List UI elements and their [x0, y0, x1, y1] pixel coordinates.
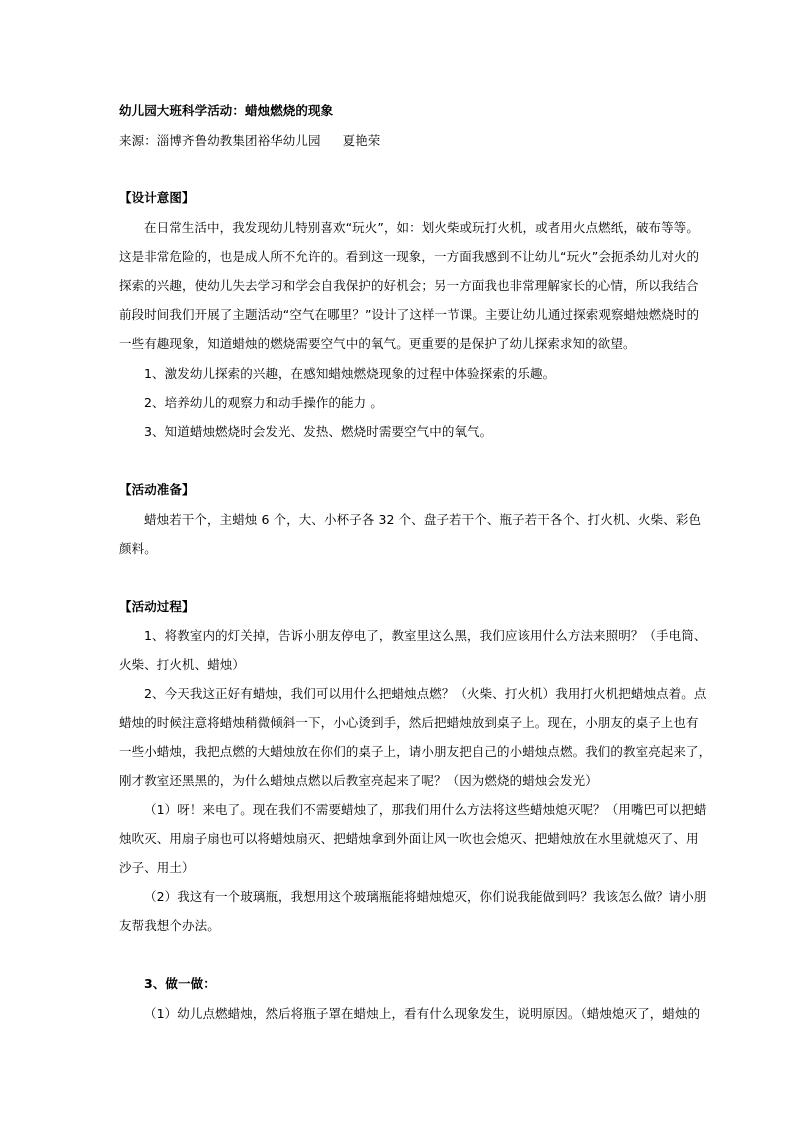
paragraph-line: （1）呀！来电了。现在我们不需要蜡烛了，那我们用什么方法将这些蜡烛熄灭呢？（用嘴巴可以把蜡: [144, 802, 707, 817]
preparation-heading: 【活动准备】: [119, 482, 195, 497]
paragraph-line: 刚才教室还黑黑的，为什么蜡烛点燃以后教室亮起来了呢？（因为燃烧的蜡烛会发光）: [119, 773, 598, 788]
paragraph-line: 蜡烛的时候注意将蜡烛稍微倾斜一下，小心烫到手，然后把蜡烛放到桌子上。现在，小朋友的桌子上也有: [119, 715, 699, 730]
paragraph-line: 烛吹灭、用扇子扇也可以将蜡烛扇灭、把蜡烛拿到外面让风一吹也会熄灭、把蜡烛放在水里就熄灭了、用: [119, 831, 699, 846]
document-title: 幼儿园大班科学活动：蜡烛燃烧的现象: [119, 103, 334, 118]
goal-item: 1、激发幼儿探索的兴趣，在感知蜡烛燃烧现象的过程中体验探索的乐趣。: [144, 366, 556, 381]
paragraph-line: 蜡烛若干个，主蜡烛 6 个，大、小杯子各 32 个、盘子若干个、瓶子若干各个、打火机、火柴、彩色: [144, 512, 702, 527]
goal-item: 3、知道蜡烛燃烧时会发光、发热、燃烧时需要空气中的氧气。: [144, 424, 493, 439]
paragraph-line: 颜料。: [119, 541, 157, 556]
paragraph-line: 前段时间我们开展了主题活动“空气在哪里？”设计了这样一节课。主要让幼儿通过探索观察蜡烛燃烧时的: [119, 307, 700, 322]
paragraph-line: 探索的兴趣，使幼儿失去学习和学会自我保护的好机会；另一方面我也非常理解家长的心情，所以我结合: [119, 278, 699, 293]
paragraph-line: 一些小蜡烛，我把点燃的大蜡烛放在你们的桌子上，请小朋友把自己的小蜡烛点燃。我们的教室亮起来了，: [119, 744, 712, 759]
paragraph-line: 在日常生活中，我发现幼儿特别喜欢“玩火”，如：划火柴或玩打火机，或者用火点燃纸，破布等等。: [144, 220, 699, 235]
paragraph-line: 火柴、打火机、蜡烛）: [119, 657, 246, 672]
do-it-heading: 3、做一做：: [144, 976, 216, 991]
source-line: [119, 133, 380, 149]
goal-item: 2、培养幼儿的观察力和动手操作的能力 。: [144, 395, 383, 410]
paragraph-line: （2）我这有一个玻璃瓶，我想用这个玻璃瓶能将蜡烛熄灭，你们说我能做到吗？我该怎么做？请小朋: [144, 889, 707, 904]
source-label: 来源：淄博齐鲁幼教集团裕华幼儿园: [119, 133, 321, 148]
paragraph-line: （1）幼儿点燃蜡烛，然后将瓶子罩在蜡烛上，看有什么现象发生，说明原因。（蜡烛熄灭了，蜡烛的: [144, 1006, 701, 1021]
paragraph-line: 沙子、用土）: [119, 860, 195, 875]
author-name: 夏艳荣: [342, 133, 381, 148]
paragraph-line: 2、今天我这正好有蜡烛，我们可以用什么把蜡烛点燃？（火柴、打火机）我用打火机把蜡烛点着。点: [144, 686, 707, 701]
paragraph-line: 友帮我想个办法。: [119, 918, 220, 933]
design-intent-heading: 【设计意图】: [119, 190, 195, 205]
process-heading: 【活动过程】: [119, 599, 195, 614]
paragraph-line: 1、将教室内的灯关掉，告诉小朋友停电了，教室里这么黑，我们应该用什么方法来照明？（手电筒、: [144, 628, 707, 643]
paragraph-line: 一些有趣现象，知道蜡烛的燃烧需要空气中的氧气。更重要的是保护了幼儿探索求知的欲望。: [119, 336, 636, 351]
paragraph-line: 这是非常危险的，也是成人所不允许的。看到这一现象，一方面我感到不让幼儿“玩火”会扼杀幼儿对火的: [119, 249, 700, 264]
